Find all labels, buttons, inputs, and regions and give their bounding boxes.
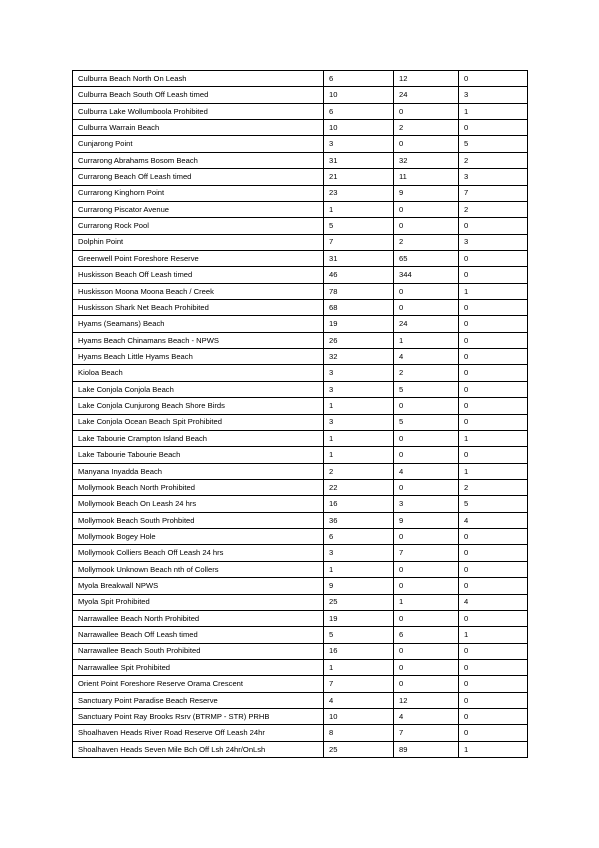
table-row [73, 659, 528, 675]
count-col-1-cell: 8 [324, 725, 394, 741]
count-col-1-cell: 1 [324, 398, 394, 414]
count-col-1-cell: 3 [324, 381, 394, 397]
table-row [73, 512, 528, 528]
count-col-2-cell: 32 [394, 152, 459, 168]
count-col-3-cell: 3 [459, 169, 528, 185]
location-cell: Culburra Beach North On Leash [73, 71, 324, 87]
count-col-3-cell: 0 [459, 267, 528, 283]
location-cell: Myola Breakwall NPWS [73, 578, 324, 594]
count-col-1-cell: 1 [324, 430, 394, 446]
count-col-2-cell: 0 [394, 447, 459, 463]
count-col-2-cell: 5 [394, 414, 459, 430]
location-cell: Shoalhaven Heads Seven Mile Bch Off Lsh 24hr/OnLsh [73, 741, 324, 757]
table-row [73, 201, 528, 217]
table-row [73, 185, 528, 201]
count-col-3-cell: 0 [459, 71, 528, 87]
count-col-3-cell: 1 [459, 103, 528, 119]
count-col-2-cell: 2 [394, 234, 459, 250]
location-cell: Dolphin Point [73, 234, 324, 250]
count-col-2-cell: 0 [394, 529, 459, 545]
location-cell: Lake Tabourie Crampton Island Beach [73, 430, 324, 446]
count-col-2-cell: 89 [394, 741, 459, 757]
location-cell: Kioloa Beach [73, 365, 324, 381]
location-cell: Lake Conjola Cunjurong Beach Shore Birds [73, 398, 324, 414]
table-row [73, 709, 528, 725]
table-row [73, 300, 528, 316]
count-col-3-cell: 0 [459, 561, 528, 577]
count-col-2-cell: 9 [394, 512, 459, 528]
count-col-2-cell: 0 [394, 643, 459, 659]
location-cell: Culburra Lake Wollumboola Prohibited [73, 103, 324, 119]
count-col-1-cell: 10 [324, 120, 394, 136]
count-col-3-cell: 0 [459, 381, 528, 397]
location-cell: Shoalhaven Heads River Road Reserve Off Leash 24hr [73, 725, 324, 741]
location-cell: Currarong Abrahams Bosom Beach [73, 152, 324, 168]
table-row [73, 692, 528, 708]
count-col-2-cell: 24 [394, 87, 459, 103]
count-col-2-cell: 4 [394, 349, 459, 365]
count-col-3-cell: 1 [459, 627, 528, 643]
count-col-1-cell: 19 [324, 316, 394, 332]
count-col-1-cell: 7 [324, 676, 394, 692]
count-col-1-cell: 16 [324, 496, 394, 512]
count-col-3-cell: 0 [459, 300, 528, 316]
count-col-2-cell: 7 [394, 725, 459, 741]
location-cell: Huskisson Beach Off Leash timed [73, 267, 324, 283]
table-row [73, 152, 528, 168]
location-cell: Mollymook Beach North Prohibited [73, 479, 324, 495]
count-col-1-cell: 2 [324, 463, 394, 479]
count-col-1-cell: 25 [324, 741, 394, 757]
table-row [73, 447, 528, 463]
table-row [73, 643, 528, 659]
count-col-2-cell: 2 [394, 120, 459, 136]
table-row [73, 332, 528, 348]
count-col-2-cell: 9 [394, 185, 459, 201]
count-col-1-cell: 6 [324, 103, 394, 119]
table-row [73, 430, 528, 446]
count-col-3-cell: 0 [459, 414, 528, 430]
count-col-1-cell: 10 [324, 87, 394, 103]
location-cell: Orient Point Foreshore Reserve Orama Crescent [73, 676, 324, 692]
location-cell: Huskisson Shark Net Beach Prohibited [73, 300, 324, 316]
table-row [73, 741, 528, 757]
location-cell: Culburra Warrain Beach [73, 120, 324, 136]
location-cell: Currarong Piscator Avenue [73, 201, 324, 217]
count-col-3-cell: 0 [459, 545, 528, 561]
location-cell: Lake Conjola Ocean Beach Spit Prohibited [73, 414, 324, 430]
table-row [73, 365, 528, 381]
count-col-2-cell: 24 [394, 316, 459, 332]
location-cell: Narrawallee Beach North Prohibited [73, 610, 324, 626]
count-col-1-cell: 7 [324, 234, 394, 250]
count-col-3-cell: 3 [459, 87, 528, 103]
count-col-3-cell: 2 [459, 201, 528, 217]
count-col-3-cell: 0 [459, 676, 528, 692]
count-col-2-cell: 0 [394, 561, 459, 577]
count-col-2-cell: 6 [394, 627, 459, 643]
count-col-2-cell: 65 [394, 250, 459, 266]
count-col-1-cell: 6 [324, 529, 394, 545]
table-row [73, 234, 528, 250]
count-col-1-cell: 78 [324, 283, 394, 299]
count-col-3-cell: 0 [459, 349, 528, 365]
count-col-3-cell: 3 [459, 234, 528, 250]
count-col-1-cell: 10 [324, 709, 394, 725]
location-cell: Narrawallee Beach South Prohibited [73, 643, 324, 659]
count-col-1-cell: 1 [324, 447, 394, 463]
table-row [73, 479, 528, 495]
location-cell: Mollymook Beach South Prohbited [73, 512, 324, 528]
count-col-1-cell: 1 [324, 201, 394, 217]
table-row [73, 578, 528, 594]
count-col-1-cell: 5 [324, 218, 394, 234]
count-col-2-cell: 344 [394, 267, 459, 283]
count-col-2-cell: 0 [394, 136, 459, 152]
table-row [73, 545, 528, 561]
count-col-3-cell: 0 [459, 316, 528, 332]
count-col-2-cell: 0 [394, 659, 459, 675]
location-cell: Cunjarong Point [73, 136, 324, 152]
table-row [73, 627, 528, 643]
count-col-3-cell: 1 [459, 463, 528, 479]
location-cell: Narrawallee Spit Prohibited [73, 659, 324, 675]
location-cell: Hyams Beach Chinamans Beach - NPWS [73, 332, 324, 348]
count-col-3-cell: 2 [459, 479, 528, 495]
count-col-2-cell: 0 [394, 103, 459, 119]
location-cell: Hyams Beach Little Hyams Beach [73, 349, 324, 365]
location-cell: Greenwell Point Foreshore Reserve [73, 250, 324, 266]
location-cell: Currarong Rock Pool [73, 218, 324, 234]
count-col-2-cell: 7 [394, 545, 459, 561]
count-col-2-cell: 1 [394, 594, 459, 610]
count-col-2-cell: 12 [394, 71, 459, 87]
count-col-1-cell: 4 [324, 692, 394, 708]
count-col-2-cell: 0 [394, 430, 459, 446]
table-row [73, 267, 528, 283]
count-col-3-cell: 0 [459, 659, 528, 675]
count-col-1-cell: 31 [324, 152, 394, 168]
table-row [73, 218, 528, 234]
location-cell: Currarong Beach Off Leash timed [73, 169, 324, 185]
count-col-1-cell: 46 [324, 267, 394, 283]
table-row [73, 381, 528, 397]
count-col-3-cell: 0 [459, 250, 528, 266]
count-col-2-cell: 0 [394, 676, 459, 692]
location-cell: Mollymook Colliers Beach Off Leash 24 hrs [73, 545, 324, 561]
table-row [73, 463, 528, 479]
count-col-3-cell: 0 [459, 447, 528, 463]
table-row [73, 561, 528, 577]
count-col-1-cell: 3 [324, 365, 394, 381]
count-col-1-cell: 25 [324, 594, 394, 610]
table-row [73, 594, 528, 610]
count-col-2-cell: 4 [394, 463, 459, 479]
count-col-3-cell: 7 [459, 185, 528, 201]
count-col-3-cell: 0 [459, 610, 528, 626]
count-col-3-cell: 0 [459, 365, 528, 381]
count-col-1-cell: 6 [324, 71, 394, 87]
count-col-2-cell: 12 [394, 692, 459, 708]
location-cell: Mollymook Unknown Beach nth of Collers [73, 561, 324, 577]
location-cell: Manyana Inyadda Beach [73, 463, 324, 479]
table-row [73, 250, 528, 266]
table-row [73, 283, 528, 299]
count-col-1-cell: 3 [324, 136, 394, 152]
table-row [73, 529, 528, 545]
count-col-1-cell: 9 [324, 578, 394, 594]
count-col-1-cell: 19 [324, 610, 394, 626]
location-cell: Hyams (Seamans) Beach [73, 316, 324, 332]
location-cell: Myola Spit Prohibited [73, 594, 324, 610]
count-col-1-cell: 23 [324, 185, 394, 201]
count-col-2-cell: 0 [394, 398, 459, 414]
count-col-1-cell: 21 [324, 169, 394, 185]
count-col-3-cell: 0 [459, 218, 528, 234]
location-cell: Lake Conjola Conjola Beach [73, 381, 324, 397]
count-col-3-cell: 1 [459, 741, 528, 757]
table-row [73, 103, 528, 119]
count-col-3-cell: 4 [459, 512, 528, 528]
table-row [73, 87, 528, 103]
location-cell: Mollymook Bogey Hole [73, 529, 324, 545]
count-col-2-cell: 4 [394, 709, 459, 725]
table-row [73, 414, 528, 430]
count-col-3-cell: 0 [459, 332, 528, 348]
table-row [73, 71, 528, 87]
count-col-1-cell: 36 [324, 512, 394, 528]
count-col-1-cell: 3 [324, 545, 394, 561]
location-cell: Culburra Beach South Off Leash timed [73, 87, 324, 103]
count-col-2-cell: 0 [394, 283, 459, 299]
table-row [73, 725, 528, 741]
location-cell: Sanctuary Point Ray Brooks Rsrv (BTRMP - STR) PRHB [73, 709, 324, 725]
count-col-1-cell: 3 [324, 414, 394, 430]
count-col-3-cell: 1 [459, 430, 528, 446]
count-col-2-cell: 0 [394, 479, 459, 495]
count-col-3-cell: 0 [459, 643, 528, 659]
count-col-2-cell: 0 [394, 201, 459, 217]
count-col-3-cell: 5 [459, 496, 528, 512]
count-col-1-cell: 1 [324, 561, 394, 577]
table-row [73, 316, 528, 332]
table-row [73, 398, 528, 414]
table-row [73, 169, 528, 185]
count-col-2-cell: 2 [394, 365, 459, 381]
table-row [73, 120, 528, 136]
table-row [73, 496, 528, 512]
table-row [73, 349, 528, 365]
count-col-2-cell: 0 [394, 610, 459, 626]
count-col-1-cell: 26 [324, 332, 394, 348]
data-table [72, 70, 528, 758]
count-col-2-cell: 3 [394, 496, 459, 512]
count-col-3-cell: 0 [459, 692, 528, 708]
count-col-3-cell: 2 [459, 152, 528, 168]
count-col-3-cell: 0 [459, 578, 528, 594]
count-col-1-cell: 16 [324, 643, 394, 659]
location-cell: Currarong Kinghorn Point [73, 185, 324, 201]
count-col-2-cell: 11 [394, 169, 459, 185]
count-col-2-cell: 5 [394, 381, 459, 397]
count-col-3-cell: 0 [459, 398, 528, 414]
table-row [73, 676, 528, 692]
count-col-1-cell: 22 [324, 479, 394, 495]
table-body [73, 71, 528, 758]
count-col-3-cell: 1 [459, 283, 528, 299]
count-col-3-cell: 0 [459, 529, 528, 545]
count-col-2-cell: 0 [394, 578, 459, 594]
location-cell: Mollymook Beach On Leash 24 hrs [73, 496, 324, 512]
count-col-1-cell: 32 [324, 349, 394, 365]
location-cell: Narrawallee Beach Off Leash timed [73, 627, 324, 643]
count-col-3-cell: 0 [459, 120, 528, 136]
count-col-1-cell: 68 [324, 300, 394, 316]
count-col-2-cell: 0 [394, 300, 459, 316]
count-col-2-cell: 1 [394, 332, 459, 348]
table-row [73, 610, 528, 626]
count-col-1-cell: 5 [324, 627, 394, 643]
count-col-3-cell: 0 [459, 725, 528, 741]
location-cell: Sanctuary Point Paradise Beach Reserve [73, 692, 324, 708]
table-row [73, 136, 528, 152]
count-col-3-cell: 5 [459, 136, 528, 152]
count-col-3-cell: 0 [459, 709, 528, 725]
count-col-1-cell: 31 [324, 250, 394, 266]
location-cell: Lake Tabourie Tabourie Beach [73, 447, 324, 463]
count-col-2-cell: 0 [394, 218, 459, 234]
location-cell: Huskisson Moona Moona Beach / Creek [73, 283, 324, 299]
count-col-1-cell: 1 [324, 659, 394, 675]
count-col-3-cell: 4 [459, 594, 528, 610]
